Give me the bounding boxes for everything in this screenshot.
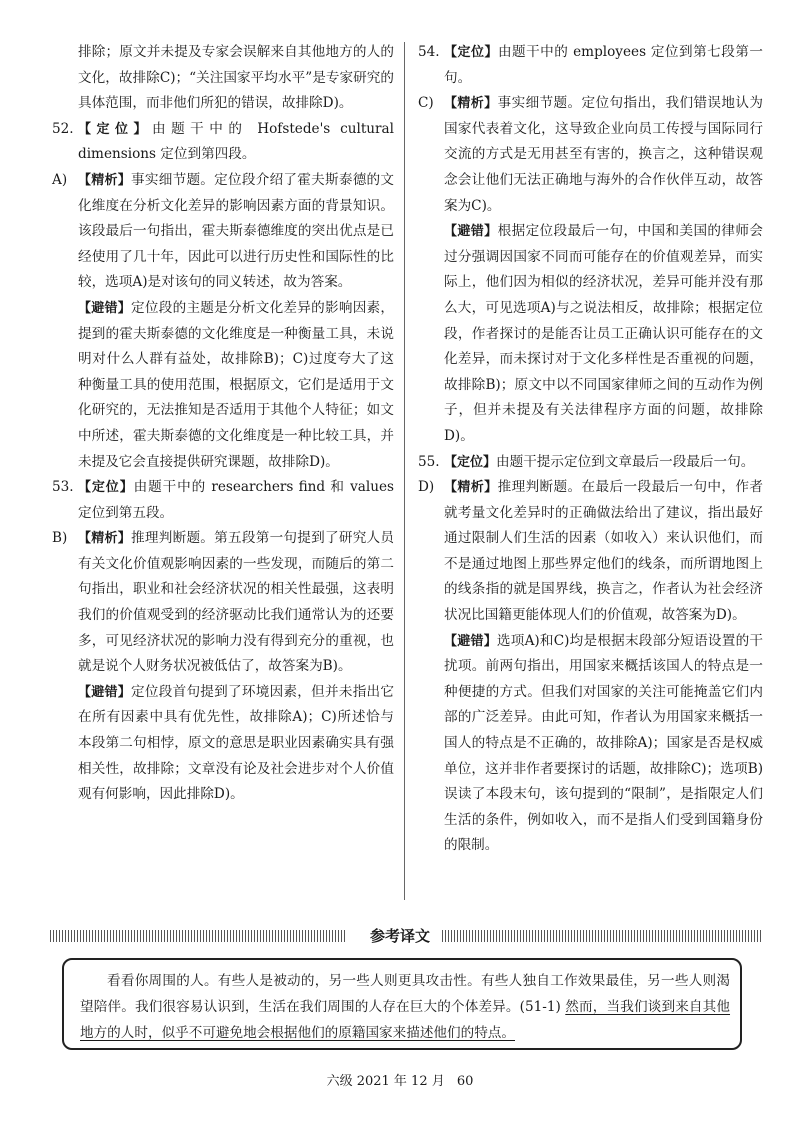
q53-avoid-tag: 【避错】 (78, 684, 132, 700)
q53-answer: B) (52, 530, 68, 547)
q55-answer: D) (418, 479, 435, 496)
q52-avoid-tag: 【避错】 (78, 300, 132, 316)
q53-analysis-tag: 【精析】 (78, 531, 132, 547)
q53-locate (52, 475, 394, 526)
translation-underlined-sentence: 然而，当我们谈到来自其他地方的人时，似乎不可避免地会根据他们的原籍国家来描述他们的特点。 (80, 999, 731, 1041)
q55-avoid-tag: 【避错】 (444, 633, 497, 649)
q53-locate-tag: 【定位】 (78, 480, 134, 496)
q52-analysis-tag: 【精析】 (78, 172, 132, 188)
translation-section-title: 参考译文 (369, 927, 430, 945)
q55-locate-tag: 【定位】 (444, 454, 497, 470)
footer-exam-label: 六级 2021 年 12 月 (326, 1074, 445, 1089)
q54-locate (418, 40, 763, 91)
translation-section-header (50, 925, 762, 947)
q54-locate-tag: 【定位】 (444, 45, 498, 60)
q52-locate (52, 117, 394, 168)
q52-analysis (52, 168, 394, 296)
q55-locate-text: 由题干提示定位到文章最后一段最后一句。 (496, 453, 755, 470)
q53-number: 53. (52, 479, 74, 496)
q54-avoid-tag: 【避错】 (444, 224, 498, 240)
q55-locate (418, 450, 763, 476)
translation-text: 看看你周围的人。有些人是被动的，另一些人则更具攻击性。有些人独自工作效果最佳，另一些人则渴望陪伴。我们很容易认识到，生活在我们周围的人存在巨大的个体差异。(51-1) (80, 973, 730, 1015)
q55-number: 55. (418, 453, 440, 470)
q55-avoid-text: 选项A)和C)均是根据末段部分短语设置的干扰项。前两句指出，用国家来概括该国人的特点是一种便捷的方式。但我们对国家的关注可能掩盖它们内部的广泛差异。由此可知，作者认为用国家来概括一国人的特点是不正确的，故排除A)；国家是否是权威单位，这并非作者要探讨的话题，故排除C)；选项B)误读了本段末句，该句提到的“限制”，是指限定人们生活的条件，例如收入，而不是指人们受到国籍身份的限制。 (444, 632, 763, 854)
q54-number: 54. (418, 44, 440, 60)
q51-continuation: 排除；原文并未提及专家会误解来自其他地方的人的文化，故排除C)；“关注国家平均水平”是专家研究的具体范围，而非他们所犯的错误，故排除D)。 (78, 44, 394, 112)
q53-analysis-text: 推理判断题。第五段第一句提到了研究人员有关文化价值观影响因素的一些发现，而随后的第二句指出，职业和社会经济状况的相关性最强，这表明我们的价值观受到的经济驱动比我们通常认为的还要多，可见经济状况的影响力没有得到充分的重视，也就是说个人财务状况被低估了，故答案为B)。 (78, 530, 394, 675)
q55-analysis-text: 推理判断题。在最后一段最后一句中，作者就考量文化差异时的正确做法给出了建议，指出最好通过限制人们生活的因素（如收入）来认识他们，而不是通过地图上那些界定他们的线条，而所谓地图上的线条指的就是国界线，换言之，作者认为社会经济状况比国籍更能体现人们的价值观，故答案为D)。 (444, 479, 763, 624)
page-number: 60 (456, 1074, 474, 1089)
q54-analysis-tag: 【精析】 (444, 96, 498, 112)
q55-analysis-tag: 【精析】 (444, 480, 498, 496)
q53-avoid (52, 680, 394, 808)
q53-avoid-text: 定位段首句提到了环境因素，但并未指出它在所有因素中具有优先性，故排除A)；C)所述恰与本段第二句相悖，原文的意思是职业因素确实具有强相关性，故排除；文章没有论及社会进步对个人价值观有何影响，因此排除D)。 (78, 683, 394, 803)
q52-avoid (52, 296, 394, 475)
q54-avoid-text: 根据定位段最后一句，中国和美国的律师会过分强调因国家不同而可能存在的价值观差异，而实际上，他们因为相似的经济状况，差异可能并没有那么大，可见选项A)与之说法相反，故排除；根据定位段，作者探讨的是能否让员工正确认识可能存在的文化差异，而未探讨对于文化多样性是否重视的问题，故排除B)；原文中以不同国家律师之间的互动作为例子，但并未提及有关法律程序方面的问题，故排除D)。 (444, 223, 763, 444)
translation-box (62, 958, 742, 1050)
q54-avoid (418, 219, 763, 449)
q52-number: 52. (52, 120, 74, 137)
q55-avoid (418, 629, 763, 859)
right-column (418, 40, 763, 859)
header-stripe-right (442, 930, 762, 942)
left-column (52, 40, 394, 808)
q53-analysis (52, 526, 394, 680)
q53-locate-text: 由题干中的 researchers find 和 values 定位到第五段。 (78, 479, 394, 521)
page-footer (0, 1070, 800, 1089)
q52-analysis-text: 事实细节题。定位段介绍了霍夫斯泰德的文化维度在分析文化差异的影响因素方面的背景知识。该段最后一句指出，霍夫斯泰德维度的突出优点是已经使用了几十年，因此可以进行历史性和国际性的比较，选项A)是对该句的同义转述，故为答案。 (78, 171, 394, 291)
column-divider (404, 42, 405, 900)
header-stripe-left (50, 930, 346, 942)
q52-avoid-text: 定位段的主题是分析文化差异的影响因素，提到的霍夫斯泰德的文化维度是一种衡量工具，未说明对什么人群有益处，故排除B)；C)过度夸大了这种衡量工具的使用范围，根据原文，它们是适用于文化研究的，无法推知是否适用于其他个人特征；如文中所述，霍夫斯泰德的文化维度是一种比较工具，并未提及它会直接提供研究课题，故排除D)。 (78, 299, 394, 470)
q52-answer: A) (52, 171, 68, 188)
q52-locate-text: 由题干中的 Hofstede's cultural dimensions 定位到第四段。 (78, 120, 394, 163)
q54-locate-text: 由题干中的 employees 定位到第七段第一句。 (444, 44, 763, 86)
q55-analysis (418, 475, 763, 629)
q54-analysis (418, 91, 763, 219)
q52-locate-tag: 【定位】 (78, 121, 152, 137)
q54-analysis-text: 事实细节题。定位句指出，我们错误地认为国家代表着文化，这导致企业向员工传授与国际同行交流的方式是无用甚至有害的，换言之，这种错误观念会让他们无法正确地与海外的合作伙伴互动，故答案为C)。 (444, 95, 763, 214)
q54-answer: C) (418, 95, 434, 112)
